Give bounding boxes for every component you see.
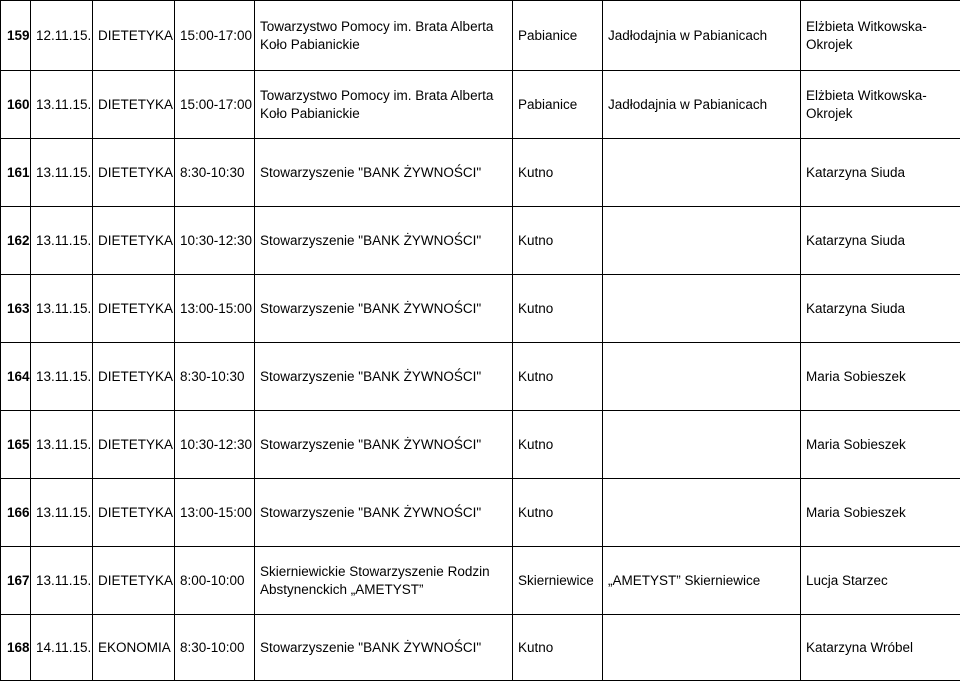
row-time: 8:30-10:30	[175, 343, 255, 411]
table-row	[1, 71, 960, 139]
row-time: 10:30-12:30	[175, 207, 255, 275]
row-time: 10:30-12:30	[175, 411, 255, 479]
row-date: 13.11.15.	[31, 139, 93, 207]
row-number: 162	[1, 207, 31, 275]
row-city: Kutno	[513, 615, 603, 681]
row-subject: DIETETYKA	[93, 547, 175, 615]
row-place	[603, 479, 801, 547]
row-place	[603, 139, 801, 207]
row-number: 163	[1, 275, 31, 343]
row-time: 8:30-10:00	[175, 615, 255, 681]
row-date: 13.11.15.	[31, 343, 93, 411]
row-instructor: Elżbieta Witkowska-Okrojek	[801, 71, 960, 139]
row-number: 165	[1, 411, 31, 479]
row-instructor: Maria Sobieszek	[801, 479, 960, 547]
row-instructor: Katarzyna Siuda	[801, 207, 960, 275]
row-city: Kutno	[513, 411, 603, 479]
row-place: „AMETYST” Skierniewice	[603, 547, 801, 615]
row-date: 14.11.15.	[31, 615, 93, 681]
row-place	[603, 411, 801, 479]
row-date: 13.11.15.	[31, 275, 93, 343]
row-place: Jadłodajnia w Pabianicach	[603, 71, 801, 139]
row-city: Pabianice	[513, 1, 603, 71]
row-date: 13.11.15.	[31, 479, 93, 547]
table-row	[1, 479, 960, 547]
row-number: 160	[1, 71, 31, 139]
row-place	[603, 275, 801, 343]
table-row	[1, 275, 960, 343]
row-city: Skierniewice	[513, 547, 603, 615]
row-time: 13:00-15:00	[175, 479, 255, 547]
row-time: 15:00-17:00	[175, 71, 255, 139]
row-place: Jadłodajnia w Pabianicach	[603, 1, 801, 71]
row-number: 159	[1, 1, 31, 71]
row-time: 15:00-17:00	[175, 1, 255, 71]
row-city: Kutno	[513, 207, 603, 275]
row-city: Pabianice	[513, 71, 603, 139]
row-subject: DIETETYKA	[93, 275, 175, 343]
row-organization: Stowarzyszenie "BANK ŻYWNOŚCI"	[255, 207, 513, 275]
table-row	[1, 1, 960, 71]
row-number: 167	[1, 547, 31, 615]
row-organization: Stowarzyszenie "BANK ŻYWNOŚCI"	[255, 139, 513, 207]
row-date: 13.11.15.	[31, 207, 93, 275]
row-organization: Skierniewickie Stowarzyszenie Rodzin Abstynenckich „AMETYST”	[255, 547, 513, 615]
row-number: 168	[1, 615, 31, 681]
row-time: 8:00-10:00	[175, 547, 255, 615]
row-instructor: Lucja Starzec	[801, 547, 960, 615]
row-number: 164	[1, 343, 31, 411]
row-number: 166	[1, 479, 31, 547]
row-subject: DIETETYKA	[93, 343, 175, 411]
row-instructor: Katarzyna Siuda	[801, 139, 960, 207]
row-subject: DIETETYKA	[93, 207, 175, 275]
row-time: 13:00-15:00	[175, 275, 255, 343]
schedule-body	[1, 1, 960, 681]
row-subject: DIETETYKA	[93, 71, 175, 139]
row-city: Kutno	[513, 139, 603, 207]
row-organization: Towarzystwo Pomocy im. Brata Alberta Koło Pabianickie	[255, 1, 513, 71]
row-place	[603, 343, 801, 411]
row-subject: DIETETYKA	[93, 411, 175, 479]
row-instructor: Maria Sobieszek	[801, 343, 960, 411]
table-row	[1, 411, 960, 479]
row-instructor: Katarzyna Wróbel	[801, 615, 960, 681]
row-instructor: Elżbieta Witkowska-Okrojek	[801, 1, 960, 71]
row-city: Kutno	[513, 343, 603, 411]
row-number: 161	[1, 139, 31, 207]
table-row	[1, 615, 960, 681]
row-instructor: Maria Sobieszek	[801, 411, 960, 479]
table-row	[1, 547, 960, 615]
row-place	[603, 615, 801, 681]
table-row	[1, 343, 960, 411]
row-organization: Towarzystwo Pomocy im. Brata Alberta Koło Pabianickie	[255, 71, 513, 139]
row-date: 13.11.15.	[31, 71, 93, 139]
row-time: 8:30-10:30	[175, 139, 255, 207]
row-date: 12.11.15.	[31, 1, 93, 71]
row-place	[603, 207, 801, 275]
row-subject: EKONOMIA	[93, 615, 175, 681]
row-organization: Stowarzyszenie "BANK ŻYWNOŚCI"	[255, 343, 513, 411]
table-row	[1, 207, 960, 275]
table-row	[1, 139, 960, 207]
row-instructor: Katarzyna Siuda	[801, 275, 960, 343]
row-organization: Stowarzyszenie "BANK ŻYWNOŚCI"	[255, 411, 513, 479]
row-subject: DIETETYKA	[93, 479, 175, 547]
row-date: 13.11.15.	[31, 411, 93, 479]
row-subject: DIETETYKA	[93, 1, 175, 71]
row-city: Kutno	[513, 479, 603, 547]
row-city: Kutno	[513, 275, 603, 343]
row-organization: Stowarzyszenie "BANK ŻYWNOŚCI"	[255, 479, 513, 547]
row-organization: Stowarzyszenie "BANK ŻYWNOŚCI"	[255, 615, 513, 681]
row-organization: Stowarzyszenie "BANK ŻYWNOŚCI"	[255, 275, 513, 343]
row-subject: DIETETYKA	[93, 139, 175, 207]
row-date: 13.11.15.	[31, 547, 93, 615]
